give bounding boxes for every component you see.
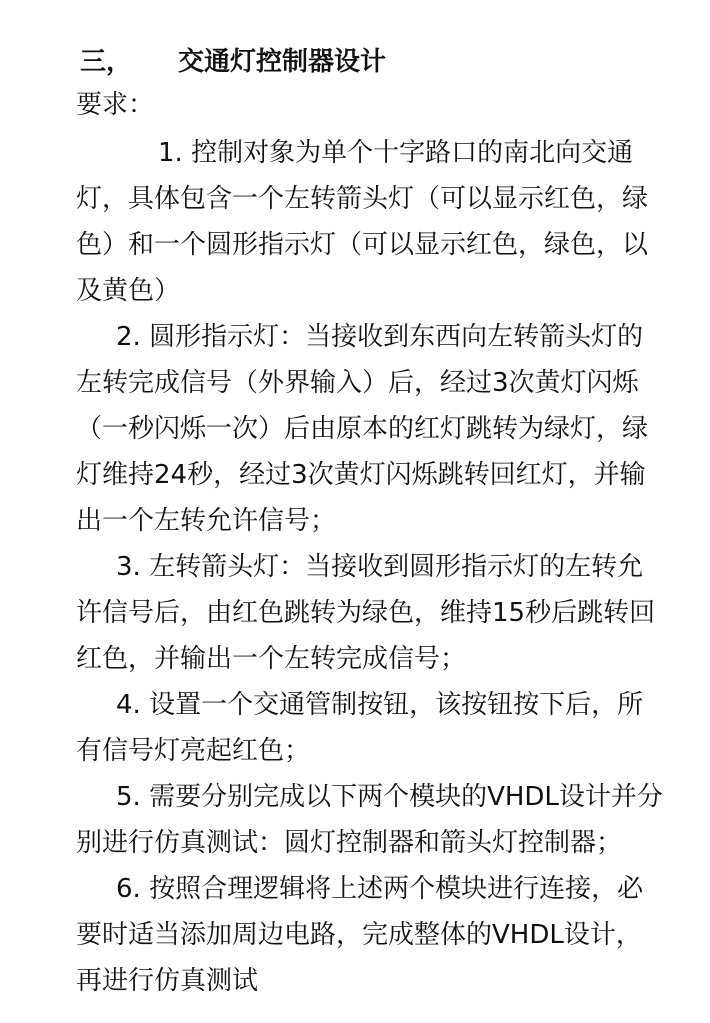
text-line-12: 红色，并输出一个左转完成信号； <box>76 644 467 674</box>
section-heading <box>80 38 386 80</box>
text-line-16: 别进行仿真测试：圆灯控制器和箭头灯控制器； <box>76 828 623 858</box>
text-line-7: （一秒闪烁一次）后由原本的红灯跳转为绿灯，绿 <box>76 414 649 444</box>
text-line-8: 灯维持24秒，经过3次黄灯闪烁跳转回红灯，并输 <box>76 460 646 490</box>
text-line-15: 5. 需要分别完成以下两个模块的VHDL设计并分 <box>116 782 663 812</box>
text-line-1: 1. 控制对象为单个十字路口的南北向交通 <box>158 138 634 168</box>
section-number: 三， <box>80 46 133 77</box>
requirements-label: 要求： <box>76 90 155 120</box>
text-line-5: 2. 圆形指示灯：当接收到东西向左转箭头灯的 <box>116 322 644 352</box>
text-line-3: 色）和一个圆形指示灯（可以显示红色，绿色，以 <box>76 230 649 260</box>
text-line-6: 左转完成信号（外界输入）后，经过3次黄灯闪烁 <box>76 368 639 398</box>
text-line-10: 3. 左转箭头灯：当接收到圆形指示灯的左转允 <box>116 552 644 582</box>
text-line-4: 及黄色） <box>76 276 181 306</box>
text-line-13: 4. 设置一个交通管制按钮，该按钮按下后，所 <box>116 690 644 720</box>
text-line-2: 灯，具体包含一个左转箭头灯（可以显示红色，绿 <box>76 184 649 214</box>
text-line-14: 有信号灯亮起红色； <box>76 736 311 766</box>
text-line-11: 许信号后，由红色跳转为绿色，维持15秒后跳转回 <box>76 598 656 628</box>
text-line-18: 要时适当添加周边电路，完成整体的VHDL设计， <box>76 920 642 950</box>
section-title: 交通灯控制器设计 <box>178 46 387 77</box>
text-line-9: 出一个左转允许信号； <box>76 506 337 536</box>
text-line-17: 6. 按照合理逻辑将上述两个模块进行连接，必 <box>116 874 644 904</box>
text-line-19: 再进行仿真测试 <box>76 966 259 996</box>
